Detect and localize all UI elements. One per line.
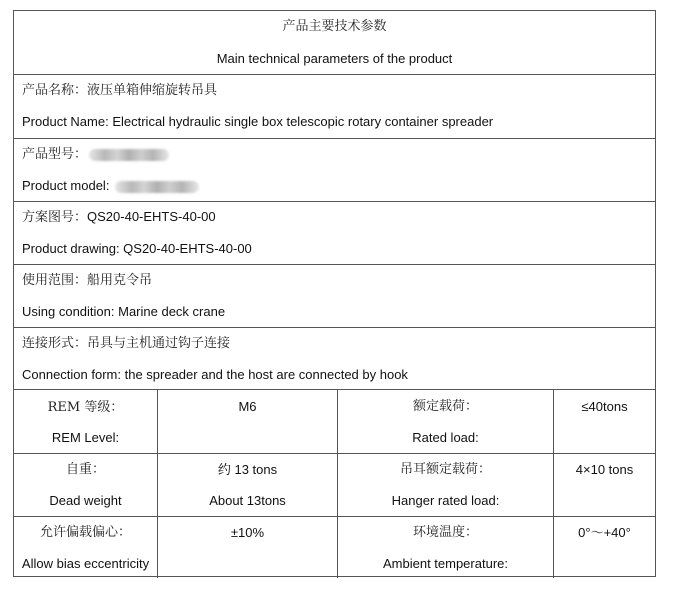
hanger-rated-load-label-en: Hanger rated load: <box>391 493 500 508</box>
product-name-row <box>14 74 655 138</box>
using-condition-value-en: Marine deck crane <box>118 304 226 319</box>
connection-form-row <box>14 327 655 389</box>
rated-load-label-zh: 额定载荷： <box>412 399 478 414</box>
grid-row-bias-eccentricity <box>14 516 655 578</box>
connection-form-label-en: Connection form: <box>22 367 125 382</box>
product-name-label-en: Product Name: <box>22 114 113 129</box>
bias-eccentricity-label-cell <box>14 517 157 578</box>
bias-eccentricity-label-en: Allow bias eccentricity <box>21 556 150 571</box>
rated-load-value: ≤40tons <box>581 399 628 414</box>
product-drawing-value-en: QS20-40-EHTS-40-00 <box>123 241 252 256</box>
dead-weight-value-zh: 约 13 tons <box>217 462 278 477</box>
dead-weight-label-en: Dead weight <box>49 493 122 508</box>
grid-row-rem-level <box>14 389 655 453</box>
hanger-rated-load-value: 4×10 tons <box>575 462 634 477</box>
ambient-temperature-label-en: Ambient temperature: <box>382 556 508 571</box>
ambient-temperature-value: 0°～+40° <box>578 525 631 540</box>
ambient-temperature-label-cell <box>337 517 553 578</box>
product-model-label-zh: 产品型号： <box>22 147 88 162</box>
product-drawing-label-en: Product drawing: <box>22 241 124 256</box>
product-name-value-zh: 液压单箱伸缩旋转吊具 <box>87 83 218 98</box>
dead-weight-label-cell <box>14 454 157 516</box>
bias-eccentricity-value-cell <box>157 517 337 578</box>
product-drawing-label-zh: 方案图号： <box>22 210 88 225</box>
redacted-model-value-zh <box>89 149 169 161</box>
dead-weight-value-cell <box>157 454 337 516</box>
rem-level-label-zh: REM 等级： <box>47 400 124 415</box>
dead-weight-label-zh: 自重： <box>65 462 105 477</box>
using-condition-value-zh: 船用克令吊 <box>87 273 153 288</box>
title-row <box>14 11 655 74</box>
using-condition-label-zh: 使用范围： <box>22 273 88 288</box>
product-model-row <box>14 138 655 201</box>
ambient-temperature-value-cell <box>553 517 655 578</box>
title-zh: 产品主要技术参数 <box>282 19 387 34</box>
rem-level-label-cell <box>14 390 157 453</box>
rem-level-value: M6 <box>238 399 257 414</box>
dead-weight-value-en: About 13tons <box>209 493 286 508</box>
hanger-rated-load-label-zh: 吊耳额定载荷： <box>399 462 491 477</box>
product-drawing-row <box>14 201 655 264</box>
product-name-value-en: Electrical hydraulic single box telescopic rotary container spreader <box>112 114 494 129</box>
title-en: Main technical parameters of the product <box>216 51 453 66</box>
product-drawing-value-zh: QS20-40-EHTS-40-00 <box>87 209 216 224</box>
redacted-model-value-en <box>115 181 199 193</box>
product-model-label-en: Product model: <box>22 178 114 193</box>
product-name-label-zh: 产品名称： <box>22 83 88 98</box>
hanger-rated-load-label-cell <box>337 454 553 516</box>
hanger-rated-load-value-cell <box>553 454 655 516</box>
connection-form-value-zh: 吊具与主机通过钩子连接 <box>87 336 231 351</box>
ambient-temperature-label-zh: 环境温度： <box>412 525 478 540</box>
rem-level-label-en: REM Level: <box>51 430 120 445</box>
connection-form-label-zh: 连接形式： <box>22 336 88 351</box>
connection-form-value-en: the spreader and the host are connected by hook <box>124 367 408 382</box>
technical-parameters-table <box>13 10 656 577</box>
grid-row-dead-weight <box>14 453 655 516</box>
using-condition-label-en: Using condition: <box>22 304 119 319</box>
rated-load-label-cell <box>337 390 553 453</box>
rem-level-value-cell <box>157 390 337 453</box>
rated-load-value-cell <box>553 390 655 453</box>
bias-eccentricity-value: ±10% <box>230 525 265 540</box>
bias-eccentricity-label-zh: 允许偏载偏心： <box>39 525 131 540</box>
rated-load-label-en: Rated load: <box>412 430 479 445</box>
using-condition-row <box>14 264 655 327</box>
